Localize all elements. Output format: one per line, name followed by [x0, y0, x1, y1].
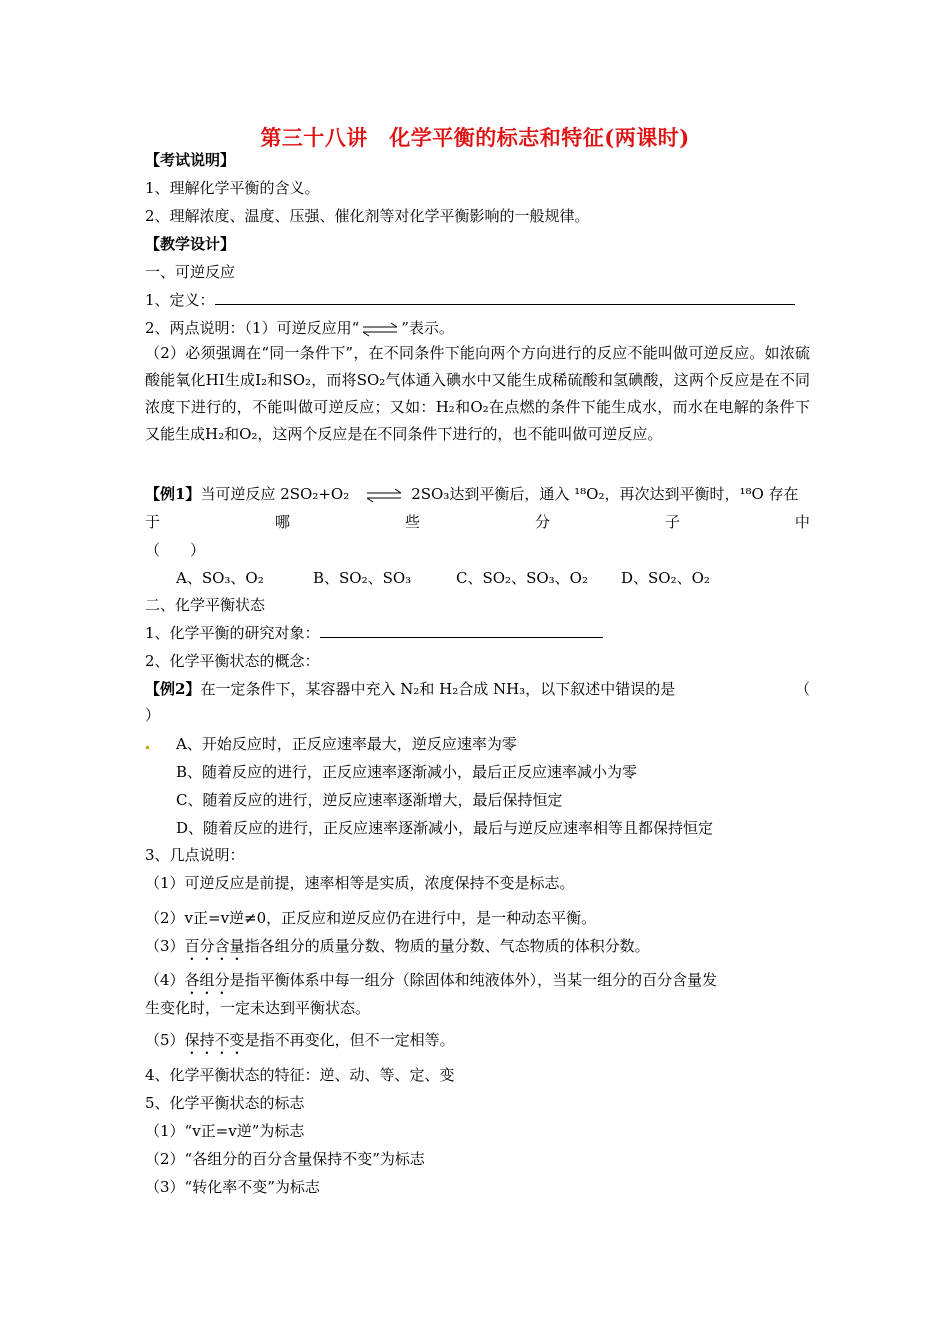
example1-option-d[interactable]: D、SO₂、O₂ [621, 569, 710, 587]
note-5 [145, 1030, 455, 1058]
spread-char: 于 [145, 513, 161, 531]
spread-char: 分 [534, 513, 550, 531]
note-3-text: 指各组分的质量分数、物质的量分数、气态物质的体积分数。 [244, 937, 650, 955]
note-4-emphasis: 各组分 [184, 971, 230, 989]
note-3 [145, 936, 650, 964]
example1-spread-line [145, 512, 810, 532]
page-title: 第三十八讲 化学平衡的标志和特征(两课时) [260, 125, 690, 150]
note-5-emphasis: 保持不变 [184, 1031, 245, 1049]
definition-label: 1、定义： [145, 291, 215, 309]
example2-line [145, 679, 675, 699]
note-3-number: （3） [145, 937, 185, 955]
spread-char: 些 [404, 513, 420, 531]
exam-heading: 【考试说明】 [145, 151, 236, 169]
example2-option-d[interactable]: D、随着反应的进行，正反应速率逐渐减小，最后与逆反应速率相等且都保持恒定 [176, 819, 714, 837]
example2-paren-open: （ [795, 680, 811, 698]
example1-label: 【例1】 [145, 485, 201, 503]
note-5-text: 是指不再变化，但不一定相等。 [244, 1031, 455, 1049]
note-3-emphasis: 百分含量 [184, 937, 245, 955]
exam-item-1: 1、理解化学平衡的含义。 [145, 179, 320, 197]
example1-line [145, 484, 799, 504]
definition-line [145, 290, 795, 310]
marker-2: （2）“各组分的百分含量保持不变”为标志 [145, 1150, 425, 1168]
example1-option-c[interactable]: C、SO₂、SO₃、O₂ [456, 569, 588, 587]
note-4 [145, 970, 717, 998]
design-heading: 【教学设计】 [145, 235, 236, 253]
notes-heading: 3、几点说明： [145, 846, 245, 864]
spread-char: 中 [794, 513, 810, 531]
spread-char: 子 [664, 513, 680, 531]
reversible-arrows-icon [359, 321, 401, 337]
spread-char: 哪 [274, 513, 290, 531]
exam-item-2: 2、理解浓度、温度、压强、催化剂等对化学平衡影响的一般规律。 [145, 207, 590, 225]
equilibrium-arrows-icon [363, 487, 405, 503]
example2-text: 在一定条件下，某容器中充入 N₂和 H₂合成 NH₃，以下叙述中错误的是 [200, 680, 676, 698]
sec4-features: 4、化学平衡状态的特征：逆、动、等、定、变 [145, 1066, 455, 1084]
definition-blank[interactable] [215, 290, 795, 305]
note-4-text: 是指平衡体系中每一组分（除固体和纯液体外），当某一组分的百分含量发 [229, 971, 718, 989]
two-points-text-b: ”表示。 [401, 319, 454, 337]
sec5-heading: 5、化学平衡状态的标志 [145, 1094, 305, 1112]
example2-option-c[interactable]: C、随着反应的进行，逆反应速率逐渐增大，最后保持恒定 [176, 791, 563, 809]
note-2: （2）v正=v逆≠0，正反应和逆反应仍在进行中，是一种动态平衡。 [145, 909, 597, 927]
example2-option-a[interactable]: A、开始反应时，正反应速率最大，逆反应速率为零 [176, 735, 517, 753]
research-object-label: 1、化学平衡的研究对象： [145, 624, 320, 642]
note-4-continued: 生变化时，一定未达到平衡状态。 [145, 999, 371, 1017]
two-points-line [145, 318, 454, 338]
two-points-text-a: 2、两点说明：（1）可逆反应用“ [145, 319, 360, 337]
research-object-line [145, 623, 603, 643]
example1-text-a: 当可逆反应 2SO₂+O₂ [200, 485, 350, 503]
note-1: （1）可逆反应是前提，速率相等是实质，浓度保持不变是标志。 [145, 874, 575, 892]
note-4-number: （4） [145, 971, 185, 989]
example2-paren-close: ） [145, 706, 161, 724]
research-object-blank[interactable] [320, 623, 603, 638]
example1-option-a[interactable]: A、SO₃、O₂ [176, 569, 264, 587]
example2-label: 【例2】 [145, 680, 201, 698]
marker-3: （3）“转化率不变”为标志 [145, 1178, 320, 1196]
print-speck [146, 746, 149, 749]
sec2-heading: 二、化学平衡状态 [145, 596, 266, 614]
note-5-number: （5） [145, 1031, 185, 1049]
concept-line: 2、化学平衡状态的概念： [145, 652, 320, 670]
example1-text-b: 2SO₃达到平衡后，通入 ¹⁸O₂，再次达到平衡时，¹⁸O 存在 [411, 485, 799, 503]
example2-option-b[interactable]: B、随着反应的进行，正反应速率逐渐减小，最后正反应速率减小为零 [176, 763, 638, 781]
marker-1: （1）“v正=v逆”为标志 [145, 1122, 305, 1140]
sec1-paragraph-2: （2）必须强调在“同一条件下”，在不同条件下能向两个方向进行的反应不能叫做可逆反应。如浓硫酸能氧化HI生成I₂和SO₂，而将SO₂气体通入碘水中又能生成稀硫酸和氢碘酸，这两个反应是在不同浓度下进行的，不能叫做可逆反应；又如：H₂和O₂在点燃的条件下能生成水，而水在电解的条件下又能生成H₂和O₂，这两个反应是在不同条件下进行的，也不能叫做可逆反应。 [145, 344, 810, 443]
sec1-heading: 一、可逆反应 [145, 263, 236, 281]
example1-option-b[interactable]: B、SO₂、SO₃ [313, 569, 412, 587]
example1-answer-paren: （ ） [145, 541, 206, 559]
